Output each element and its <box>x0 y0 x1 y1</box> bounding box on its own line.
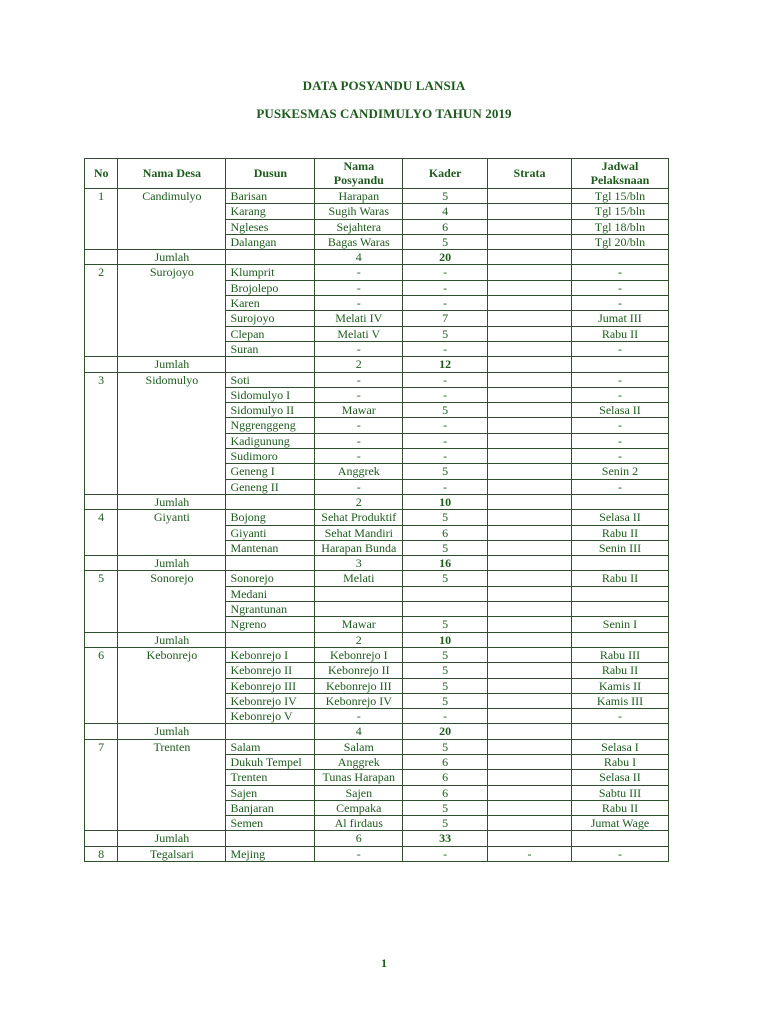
jumlah-label: Jumlah <box>118 494 226 509</box>
document-title: DATA POSYANDU LANSIA <box>302 78 466 93</box>
desa-no: 1 <box>85 189 118 250</box>
jumlah-no-cell <box>85 494 118 509</box>
posyandu-cell: Sugih Waras <box>315 204 403 219</box>
jumlah-posyandu: 6 <box>315 831 403 846</box>
posyandu-cell: - <box>315 846 403 861</box>
jumlah-kader: 10 <box>403 494 488 509</box>
kader-cell: 6 <box>403 785 488 800</box>
posyandu-cell: Harapan Bunda <box>315 540 403 555</box>
dusun-cell: Kebonrejo IV <box>226 693 315 708</box>
kader-cell: 6 <box>403 770 488 785</box>
kader-cell: 5 <box>403 571 488 586</box>
strata-cell <box>488 387 572 402</box>
header-kader: Kader <box>403 159 488 189</box>
jumlah-strata-cell <box>488 632 572 647</box>
kader-cell: 5 <box>403 647 488 662</box>
desa-name: Trenten <box>118 739 226 831</box>
posyandu-cell: Kebonrejo I <box>315 647 403 662</box>
dusun-cell: Clepan <box>226 326 315 341</box>
jumlah-jadwal-cell <box>571 250 668 265</box>
jadwal-cell: - <box>571 296 668 311</box>
jadwal-cell: Rabu II <box>571 571 668 586</box>
jadwal-cell: Selasa II <box>571 403 668 418</box>
jumlah-row <box>85 632 669 647</box>
posyandu-cell: Mawar <box>315 617 403 632</box>
jadwal-cell: Rabu II <box>571 326 668 341</box>
dusun-cell: Mejing <box>226 846 315 861</box>
table-row <box>85 510 669 525</box>
desa-no: 6 <box>85 647 118 723</box>
kader-cell: 5 <box>403 693 488 708</box>
dusun-cell: Sidomulyo II <box>226 403 315 418</box>
jumlah-posyandu: 2 <box>315 494 403 509</box>
jadwal-cell: Kamis II <box>571 678 668 693</box>
kader-cell: - <box>403 433 488 448</box>
jumlah-label: Jumlah <box>118 724 226 739</box>
desa-no: 5 <box>85 571 118 632</box>
jumlah-dusun-cell <box>226 724 315 739</box>
jumlah-no-cell <box>85 556 118 571</box>
jumlah-no-cell <box>85 357 118 372</box>
jumlah-jadwal-cell <box>571 632 668 647</box>
posyandu-cell: Salam <box>315 739 403 754</box>
posyandu-cell <box>315 602 403 617</box>
desa-name: Kebonrejo <box>118 647 226 723</box>
posyandu-cell: - <box>315 449 403 464</box>
dusun-cell: Geneng II <box>226 479 315 494</box>
kader-cell <box>403 602 488 617</box>
desa-no: 8 <box>85 846 118 861</box>
kader-cell: 6 <box>403 219 488 234</box>
dusun-cell: Banjaran <box>226 800 315 815</box>
posyandu-cell: Cempaka <box>315 800 403 815</box>
dusun-cell: Semen <box>226 816 315 831</box>
desa-name: Sidomulyo <box>118 372 226 494</box>
posyandu-cell: - <box>315 280 403 295</box>
posyandu-cell: - <box>315 341 403 356</box>
jadwal-cell: Tgl 20/bln <box>571 234 668 249</box>
strata-cell <box>488 800 572 815</box>
jumlah-no-cell <box>85 724 118 739</box>
strata-cell <box>488 709 572 724</box>
posyandu-cell: Bagas Waras <box>315 234 403 249</box>
jumlah-jadwal-cell <box>571 556 668 571</box>
strata-cell <box>488 479 572 494</box>
jumlah-strata-cell <box>488 250 572 265</box>
desa-name: Candimulyo <box>118 189 226 250</box>
jumlah-jadwal-cell <box>571 724 668 739</box>
strata-cell <box>488 663 572 678</box>
dusun-cell: Sudimoro <box>226 449 315 464</box>
strata-cell <box>488 265 572 280</box>
dusun-cell: Barisan <box>226 189 315 204</box>
jadwal-cell: Kamis III <box>571 693 668 708</box>
jadwal-cell: - <box>571 846 668 861</box>
strata-cell <box>488 785 572 800</box>
posyandu-cell: - <box>315 296 403 311</box>
dusun-cell: Kadigunung <box>226 433 315 448</box>
dusun-cell: Giyanti <box>226 525 315 540</box>
jadwal-cell <box>571 602 668 617</box>
jumlah-dusun-cell <box>226 632 315 647</box>
jumlah-kader: 20 <box>403 250 488 265</box>
strata-cell <box>488 372 572 387</box>
header-nama-desa: Nama Desa <box>118 159 226 189</box>
jumlah-dusun-cell <box>226 831 315 846</box>
dusun-cell: Karen <box>226 296 315 311</box>
kader-cell: 5 <box>403 326 488 341</box>
strata-cell: - <box>488 846 572 861</box>
kader-cell: 5 <box>403 663 488 678</box>
jumlah-label: Jumlah <box>118 831 226 846</box>
strata-cell <box>488 311 572 326</box>
jumlah-no-cell <box>85 831 118 846</box>
jumlah-kader: 16 <box>403 556 488 571</box>
posyandu-cell: Kebonrejo IV <box>315 693 403 708</box>
kader-cell: 4 <box>403 204 488 219</box>
posyandu-cell: Al firdaus <box>315 816 403 831</box>
jadwal-cell: - <box>571 341 668 356</box>
kader-cell: 5 <box>403 540 488 555</box>
jumlah-label: Jumlah <box>118 556 226 571</box>
desa-name: Sonorejo <box>118 571 226 632</box>
kader-cell: - <box>403 372 488 387</box>
strata-cell <box>488 326 572 341</box>
strata-cell <box>488 816 572 831</box>
posyandu-cell: Sehat Produktif <box>315 510 403 525</box>
kader-cell: 5 <box>403 617 488 632</box>
jadwal-cell: Selasa I <box>571 739 668 754</box>
table-row <box>85 647 669 662</box>
strata-cell <box>488 403 572 418</box>
jadwal-cell: - <box>571 433 668 448</box>
table-row <box>85 739 669 754</box>
strata-cell <box>488 219 572 234</box>
jumlah-label: Jumlah <box>118 357 226 372</box>
kader-cell: 5 <box>403 800 488 815</box>
kader-cell: - <box>403 296 488 311</box>
jadwal-cell: Senin 2 <box>571 464 668 479</box>
table-body <box>85 189 669 862</box>
kader-cell: - <box>403 387 488 402</box>
jumlah-strata-cell <box>488 831 572 846</box>
strata-cell <box>488 571 572 586</box>
strata-cell <box>488 739 572 754</box>
dusun-cell: Sajen <box>226 785 315 800</box>
jadwal-cell: - <box>571 280 668 295</box>
jadwal-cell: Rabu I <box>571 754 668 769</box>
table-row <box>85 372 669 387</box>
kader-cell: - <box>403 418 488 433</box>
posyandu-cell: Anggrek <box>315 464 403 479</box>
header-dusun: Dusun <box>226 159 315 189</box>
jumlah-strata-cell <box>488 556 572 571</box>
jumlah-jadwal-cell <box>571 831 668 846</box>
jadwal-cell: Rabu II <box>571 800 668 815</box>
jumlah-kader: 12 <box>403 357 488 372</box>
kader-cell: 6 <box>403 754 488 769</box>
jumlah-dusun-cell <box>226 250 315 265</box>
posyandu-table <box>84 158 669 862</box>
document-subtitle: PUSKESMAS CANDIMULYO TAHUN 2019 <box>256 106 512 121</box>
jadwal-cell: Selasa II <box>571 510 668 525</box>
jadwal-cell: - <box>571 418 668 433</box>
table-header-row <box>85 159 669 189</box>
strata-cell <box>488 510 572 525</box>
dusun-cell: Ngleses <box>226 219 315 234</box>
jumlah-row <box>85 831 669 846</box>
header-jadwal: Jadwal Pelaksnaan <box>571 159 668 189</box>
jadwal-cell: Tgl 15/bln <box>571 204 668 219</box>
dusun-cell: Sonorejo <box>226 571 315 586</box>
posyandu-cell: - <box>315 372 403 387</box>
dusun-cell: Brojolepo <box>226 280 315 295</box>
strata-cell <box>488 754 572 769</box>
jadwal-cell: - <box>571 387 668 402</box>
kader-cell: - <box>403 341 488 356</box>
dusun-cell: Nggrenggeng <box>226 418 315 433</box>
dusun-cell: Klumprit <box>226 265 315 280</box>
jumlah-row <box>85 250 669 265</box>
jumlah-posyandu: 2 <box>315 357 403 372</box>
table-row <box>85 265 669 280</box>
dusun-cell: Kebonrejo V <box>226 709 315 724</box>
kader-cell: 5 <box>403 816 488 831</box>
kader-cell: 7 <box>403 311 488 326</box>
table-row <box>85 571 669 586</box>
header-no: No <box>85 159 118 189</box>
desa-no: 3 <box>85 372 118 494</box>
strata-cell <box>488 433 572 448</box>
posyandu-cell: Sejahtera <box>315 219 403 234</box>
jumlah-row <box>85 357 669 372</box>
dusun-cell: Ngrantunan <box>226 602 315 617</box>
strata-cell <box>488 540 572 555</box>
strata-cell <box>488 770 572 785</box>
posyandu-cell: Kebonrejo II <box>315 663 403 678</box>
kader-cell: 5 <box>403 739 488 754</box>
posyandu-cell: Anggrek <box>315 754 403 769</box>
jadwal-cell: Selasa II <box>571 770 668 785</box>
posyandu-cell: Sehat Mandiri <box>315 525 403 540</box>
kader-cell: 5 <box>403 678 488 693</box>
kader-cell: - <box>403 709 488 724</box>
strata-cell <box>488 647 572 662</box>
jumlah-posyandu: 4 <box>315 724 403 739</box>
dusun-cell: Dukuh Tempel <box>226 754 315 769</box>
dusun-cell: Suran <box>226 341 315 356</box>
jadwal-cell: Tgl 18/bln <box>571 219 668 234</box>
kader-cell <box>403 586 488 601</box>
jumlah-no-cell <box>85 632 118 647</box>
jumlah-strata-cell <box>488 357 572 372</box>
dusun-cell: Karang <box>226 204 315 219</box>
posyandu-cell: - <box>315 418 403 433</box>
jadwal-cell: Rabu II <box>571 525 668 540</box>
dusun-cell: Sidomulyo I <box>226 387 315 402</box>
dusun-cell: Kebonrejo III <box>226 678 315 693</box>
dusun-cell: Soti <box>226 372 315 387</box>
jadwal-cell: Senin I <box>571 617 668 632</box>
header-strata: Strata <box>488 159 572 189</box>
strata-cell <box>488 586 572 601</box>
strata-cell <box>488 296 572 311</box>
strata-cell <box>488 602 572 617</box>
jadwal-cell <box>571 586 668 601</box>
jadwal-cell: - <box>571 372 668 387</box>
strata-cell <box>488 418 572 433</box>
dusun-cell: Salam <box>226 739 315 754</box>
desa-no: 2 <box>85 265 118 357</box>
posyandu-cell: Sajen <box>315 785 403 800</box>
posyandu-cell: - <box>315 265 403 280</box>
strata-cell <box>488 341 572 356</box>
dusun-cell: Dalangan <box>226 234 315 249</box>
dusun-cell: Geneng I <box>226 464 315 479</box>
kader-cell: 5 <box>403 189 488 204</box>
kader-cell: 5 <box>403 403 488 418</box>
strata-cell <box>488 617 572 632</box>
desa-no: 4 <box>85 510 118 556</box>
strata-cell <box>488 280 572 295</box>
jadwal-cell: - <box>571 709 668 724</box>
jadwal-cell: - <box>571 449 668 464</box>
jumlah-jadwal-cell <box>571 357 668 372</box>
kader-cell: 5 <box>403 464 488 479</box>
header-nama-posyandu: Nama Posyandu <box>315 159 403 189</box>
strata-cell <box>488 204 572 219</box>
dusun-cell: Mantenan <box>226 540 315 555</box>
jumlah-kader: 33 <box>403 831 488 846</box>
table-row <box>85 846 669 861</box>
jadwal-cell: Tgl 15/bln <box>571 189 668 204</box>
jumlah-dusun-cell <box>226 494 315 509</box>
kader-cell: 6 <box>403 525 488 540</box>
jumlah-dusun-cell <box>226 357 315 372</box>
dusun-cell: Medani <box>226 586 315 601</box>
page-number: 1 <box>381 956 387 970</box>
kader-cell: - <box>403 479 488 494</box>
posyandu-cell: Melati <box>315 571 403 586</box>
jumlah-row <box>85 494 669 509</box>
strata-cell <box>488 678 572 693</box>
posyandu-cell: - <box>315 387 403 402</box>
jadwal-cell: Jumat Wage <box>571 816 668 831</box>
desa-name: Tegalsari <box>118 846 226 861</box>
posyandu-cell: - <box>315 433 403 448</box>
dusun-cell: Bojong <box>226 510 315 525</box>
posyandu-cell: Kebonrejo III <box>315 678 403 693</box>
posyandu-cell: Harapan <box>315 189 403 204</box>
dusun-cell: Ngreno <box>226 617 315 632</box>
jadwal-cell: - <box>571 265 668 280</box>
strata-cell <box>488 693 572 708</box>
posyandu-cell: - <box>315 709 403 724</box>
strata-cell <box>488 464 572 479</box>
desa-no: 7 <box>85 739 118 831</box>
jumlah-posyandu: 3 <box>315 556 403 571</box>
jadwal-cell: Rabu II <box>571 663 668 678</box>
strata-cell <box>488 189 572 204</box>
dusun-cell: Kebonrejo I <box>226 647 315 662</box>
table-row <box>85 189 669 204</box>
jumlah-posyandu: 2 <box>315 632 403 647</box>
kader-cell: - <box>403 280 488 295</box>
strata-cell <box>488 449 572 464</box>
jumlah-dusun-cell <box>226 556 315 571</box>
jadwal-cell: Sabtu III <box>571 785 668 800</box>
jumlah-strata-cell <box>488 724 572 739</box>
dusun-cell: Surojoyo <box>226 311 315 326</box>
jumlah-strata-cell <box>488 494 572 509</box>
jumlah-row <box>85 724 669 739</box>
posyandu-cell: Mawar <box>315 403 403 418</box>
jadwal-cell: Jumat III <box>571 311 668 326</box>
posyandu-cell: Melati V <box>315 326 403 341</box>
jumlah-kader: 10 <box>403 632 488 647</box>
jumlah-label: Jumlah <box>118 632 226 647</box>
kader-cell: 5 <box>403 510 488 525</box>
jadwal-cell: Rabu III <box>571 647 668 662</box>
dusun-cell: Trenten <box>226 770 315 785</box>
posyandu-cell: Melati IV <box>315 311 403 326</box>
kader-cell: - <box>403 449 488 464</box>
jumlah-no-cell <box>85 250 118 265</box>
jumlah-row <box>85 556 669 571</box>
dusun-cell: Kebonrejo II <box>226 663 315 678</box>
strata-cell <box>488 525 572 540</box>
strata-cell <box>488 234 572 249</box>
jumlah-jadwal-cell <box>571 494 668 509</box>
jumlah-posyandu: 4 <box>315 250 403 265</box>
kader-cell: - <box>403 265 488 280</box>
jumlah-kader: 20 <box>403 724 488 739</box>
posyandu-cell <box>315 586 403 601</box>
jadwal-cell: Senin III <box>571 540 668 555</box>
desa-name: Giyanti <box>118 510 226 556</box>
desa-name: Surojoyo <box>118 265 226 357</box>
posyandu-cell: - <box>315 479 403 494</box>
kader-cell: 5 <box>403 234 488 249</box>
jumlah-label: Jumlah <box>118 250 226 265</box>
posyandu-cell: Tunas Harapan <box>315 770 403 785</box>
kader-cell: - <box>403 846 488 861</box>
jadwal-cell: - <box>571 479 668 494</box>
